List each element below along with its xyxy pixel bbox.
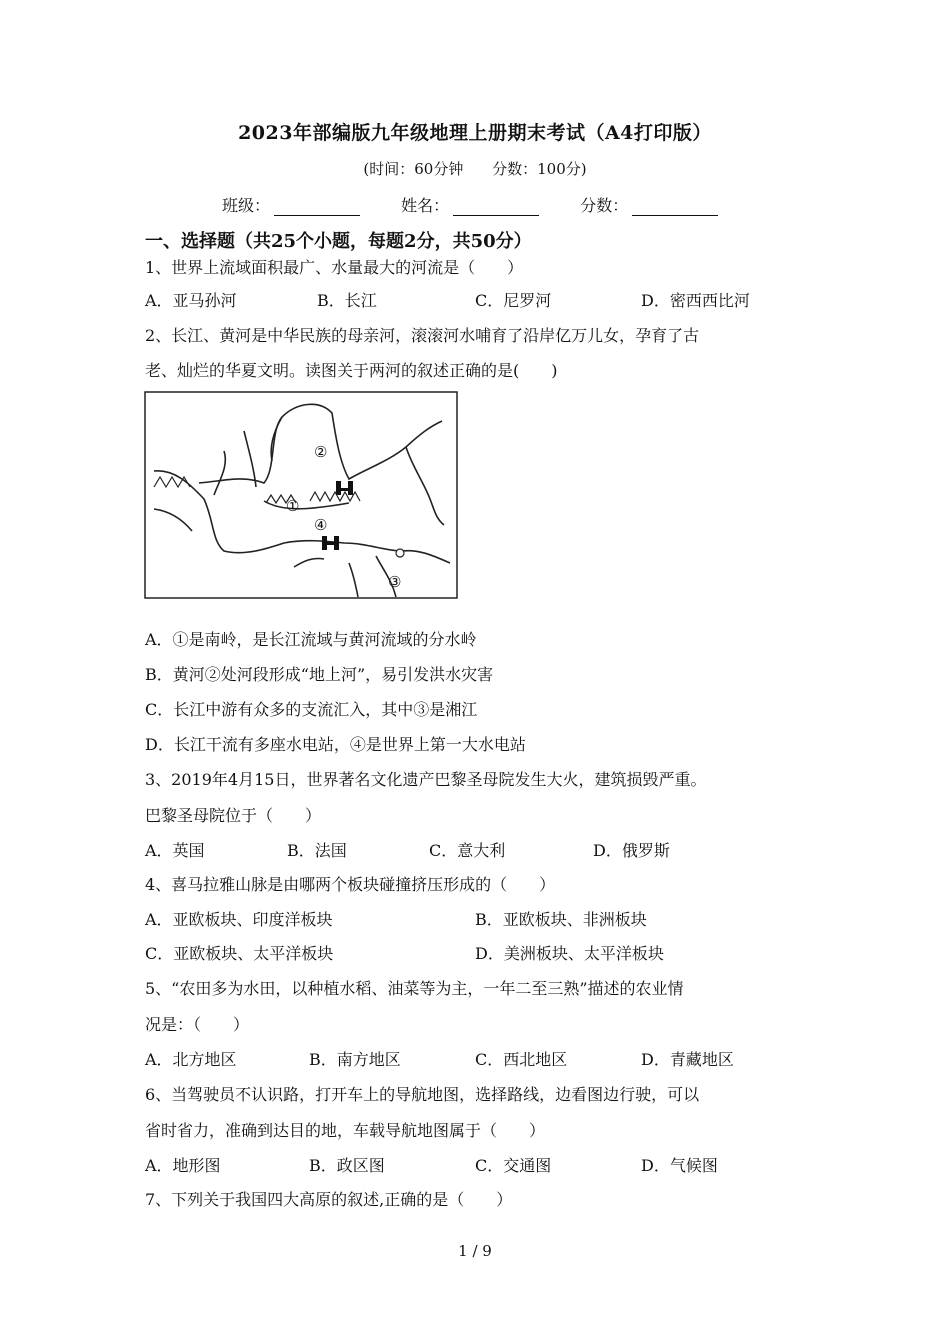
exam-meta	[0, 158, 950, 179]
question-7-stem: 7、下列关于我国四大高原的叙述,正确的是（ ）	[145, 1190, 513, 1209]
question-1-option-c: C．尼罗河	[475, 291, 552, 310]
question-1-option-b: B．长江	[317, 291, 377, 310]
question-5-stem-line-2: 况是：（ ）	[145, 1015, 250, 1034]
question-5-option-d: D．青藏地区	[641, 1050, 734, 1069]
question-6-option-d: D．气候图	[641, 1156, 718, 1175]
question-3-stem-line-1: 3、2019年4月15日，世界著名文化遗产巴黎圣母院发生大火，建筑损毁严重。	[145, 770, 707, 789]
dam-yellow-bar	[336, 488, 353, 491]
question-4-stem: 4、喜马拉雅山脉是由哪两个板块碰撞挤压形成的（ ）	[145, 875, 556, 894]
question-3-option-b: B．法国	[287, 841, 347, 860]
question-4-option-b: B．亚欧板块、非洲板块	[475, 910, 647, 929]
class-label: 班级：	[222, 196, 271, 215]
exam-title: 2023年部编版九年级地理上册期末考试（A4打印版）	[238, 122, 712, 144]
map-frame	[145, 392, 457, 598]
rivers-map-figure	[144, 391, 458, 599]
question-2-stem-line-1: 2、长江、黄河是中华民族的母亲河，滚滚河水哺育了沿岸亿万儿女，孕育了古	[145, 326, 700, 345]
question-2-option-a: A．①是南岭，是长江流域与黄河流域的分水岭	[145, 630, 477, 649]
score-blank	[632, 197, 718, 216]
question-4-option-a: A．亚欧板块、印度洋板块	[145, 910, 333, 929]
question-2-stem-line-2: 老、灿烂的华夏文明。读图关于两河的叙述正确的是( )	[145, 361, 558, 380]
class-blank	[274, 197, 360, 216]
map-label-3: ③	[388, 573, 402, 591]
question-4-option-c: C．亚欧板块、太平洋板块	[145, 944, 334, 963]
question-6-option-a: A．地形图	[145, 1156, 221, 1175]
question-6-stem-line-1: 6、当驾驶员不认识路，打开车上的导航地图，选择路线，边看图边行驶，可以	[145, 1085, 700, 1104]
question-4-option-d: D．美洲板块、太平洋板块	[475, 944, 664, 963]
question-1-option-a: A．亚马孙河	[145, 291, 237, 310]
score-label: 分数：	[580, 196, 629, 215]
question-6-option-c: C．交通图	[475, 1156, 552, 1175]
page-number: 1 / 9	[458, 1242, 492, 1260]
question-5-option-c: C．西北地区	[475, 1050, 568, 1069]
question-3-option-a: A．英国	[145, 841, 205, 860]
question-3-stem-line-2: 巴黎圣母院位于（ ）	[145, 806, 322, 825]
question-3-option-c: C．意大利	[429, 841, 506, 860]
question-1-stem: 1、世界上流域面积最广、水量最大的河流是（ ）	[145, 258, 524, 277]
name-label: 姓名：	[401, 196, 450, 215]
exam-total-score: 分数：100分)	[492, 160, 587, 178]
question-6-stem-line-2: 省时省力，准确到达目的地，车载导航地图属于（ ）	[145, 1121, 546, 1140]
question-5-option-b: B．南方地区	[309, 1050, 401, 1069]
dam-yangtze-bar	[322, 542, 339, 545]
question-2-option-d: D．长江干流有多座水电站，④是世界上第一大水电站	[145, 735, 526, 754]
name-blank	[453, 197, 539, 216]
map-label-2: ②	[314, 443, 328, 461]
class-field	[222, 193, 360, 216]
map-label-4: ④	[314, 516, 328, 534]
question-2-option-c: C．长江中游有众多的支流汇入，其中③是湘江	[145, 700, 478, 719]
section-title: 一、选择题（共25个小题，每题2分，共50分）	[145, 231, 532, 252]
question-1-option-d: D．密西西比河	[641, 291, 750, 310]
question-2-option-b: B．黄河②处河段形成“地上河”，易引发洪水灾害	[145, 665, 494, 684]
question-6-option-b: B．政区图	[309, 1156, 385, 1175]
student-info-row	[222, 193, 754, 216]
city-dot	[396, 549, 404, 557]
map-label-1: ①	[286, 497, 300, 515]
score-field	[580, 193, 718, 216]
question-5-option-a: A．北方地区	[145, 1050, 237, 1069]
exam-time: (时间：60分钟	[363, 160, 464, 178]
question-3-option-d: D．俄罗斯	[593, 841, 670, 860]
name-field	[401, 193, 539, 216]
question-5-stem-line-1: 5、“农田多为水田，以种植水稻、油菜等为主，一年二至三熟”描述的农业情	[145, 979, 684, 998]
